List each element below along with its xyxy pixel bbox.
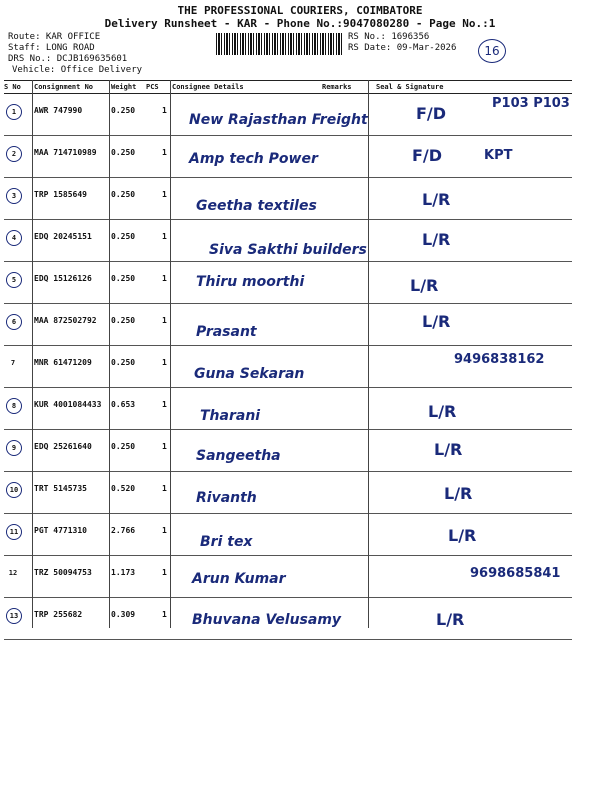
table-header [4,80,572,94]
route-label: Route: KAR OFFICE [8,32,101,42]
delivery-remark: L/R [434,440,463,459]
delivery-remark: L/R [436,610,465,629]
consignment-number: AWR 747990 [34,106,83,115]
delivery-remark: L/R [422,230,451,249]
rs-number: RS No.: 1696356 [348,32,430,42]
consignee-handwritten: Thiru moorthi [196,274,305,290]
consignee-handwritten: Bhuvana Velusamy [192,612,342,628]
delivery-remark: L/R [422,190,451,209]
divider [32,80,33,628]
weight-value: 0.250 [111,274,136,283]
consignee-handwritten: Sangeetha [196,448,281,464]
serial-number: 12 [8,569,18,577]
table-row [4,556,572,598]
table-row [4,220,572,262]
weight-value: 0.250 [111,106,136,115]
weight-value: 0.250 [111,232,136,241]
col-consignee: Consignee Details [172,83,244,91]
col-weight: Weight [111,83,137,91]
pcs-value: 1 [162,526,167,535]
table-row [4,304,572,346]
table-row [4,346,572,388]
consignment-number: EDQ 15126126 [34,274,92,283]
seal-signature: KPT [484,148,513,163]
pcs-value: 1 [162,358,167,367]
weight-value: 0.250 [111,358,136,367]
weight-value: 0.250 [111,190,136,199]
route-info [8,32,142,76]
pcs-value: 1 [162,274,167,283]
consignee-handwritten: New Rajasthan Freight [189,112,368,128]
consignee-handwritten: Arun Kumar [192,571,286,587]
divider [109,80,110,628]
delivery-remark: F/D [416,104,447,123]
weight-value: 0.653 [111,400,136,409]
weight-value: 0.520 [111,484,136,493]
col-sno: S No [4,83,21,91]
delivery-remark: L/R [422,312,451,331]
consignee-handwritten: Siva Sakthi builders [209,242,367,258]
consignee-handwritten: Amp tech Power [189,151,318,167]
consignee-handwritten: Geetha textiles [196,198,317,214]
divider [368,80,369,628]
table-body [4,94,572,640]
consignment-number: TRP 255682 [34,610,83,619]
runsheet-table [4,80,572,640]
consignment-number: MAA 872502792 [34,316,97,325]
serial-number: 1 [6,104,22,120]
seal-signature: P103 P103 [492,96,570,111]
pcs-value: 1 [162,442,167,451]
divider [170,80,171,628]
consignee-handwritten: Prasant [196,324,257,340]
delivery-remark: F/D [412,146,443,165]
table-row [4,136,572,178]
sheet-title: THE PROFESSIONAL COURIERS, COIMBATORE [177,4,423,17]
consignment-number: MAA 714710989 [34,148,97,157]
consignment-number: TRT 5145735 [34,484,87,493]
delivery-remark: L/R [444,484,473,503]
table-row [4,430,572,472]
delivery-remark: L/R [448,526,477,545]
consignment-number: TRP 1585649 [34,190,87,199]
weight-value: 0.250 [111,316,136,325]
serial-number: 13 [6,608,22,624]
weight-value: 0.250 [111,442,136,451]
drs-label: DRS No.: DCJB169635601 [8,54,128,64]
consignment-number: KUR 4001084433 [34,400,102,409]
serial-number: 6 [6,314,22,330]
table-row [4,94,572,136]
rs-info [348,32,456,54]
consignee-handwritten: Bri tex [200,534,253,550]
consignment-number: EDQ 20245151 [34,232,92,241]
serial-number: 8 [6,398,22,414]
col-remarks: Remarks [322,83,352,91]
consignment-number: PGT 4771310 [34,526,87,535]
table-row [4,388,572,430]
weight-value: 0.250 [111,148,136,157]
vehicle-label: Vehicle: Office Delivery [12,65,143,75]
pcs-value: 1 [162,148,167,157]
weight-value: 1.173 [111,568,136,577]
sheet-subtitle: Delivery Runsheet - KAR - Phone No.:9047080280 - Page No.:1 [104,17,496,30]
consignee-handwritten: Guna Sekaran [194,366,305,382]
rs-date: RS Date: 09-Mar-2026 [348,43,457,53]
delivery-remark: L/R [410,276,439,295]
pcs-value: 1 [162,610,167,619]
table-row [4,514,572,556]
serial-number: 9 [6,440,22,456]
pcs-value: 1 [162,568,167,577]
serial-number: 10 [6,482,22,498]
staff-label: Staff: LONG ROAD [8,43,95,53]
serial-number: 4 [6,230,22,246]
weight-value: 2.766 [111,526,136,535]
seal-signature: 9496838162 [454,352,545,367]
serial-number: 2 [6,146,22,162]
pcs-value: 1 [162,316,167,325]
serial-number: 3 [6,188,22,204]
serial-number: 7 [10,359,16,367]
pcs-value: 1 [162,232,167,241]
circled-page-count: 16 [478,39,506,63]
table-row [4,262,572,304]
consignee-handwritten: Tharani [200,408,261,424]
pcs-value: 1 [162,400,167,409]
col-pcs: PCS [146,83,159,91]
col-seal: Seal & Signature [376,83,444,91]
table-row [4,472,572,514]
table-row [4,178,572,220]
weight-value: 0.309 [111,610,136,619]
table-row [4,598,572,640]
consignment-number: TRZ 50094753 [34,568,92,577]
pcs-value: 1 [162,190,167,199]
seal-signature: 9698685841 [470,566,561,581]
consignee-handwritten: Rivanth [196,490,257,506]
pcs-value: 1 [162,106,167,115]
serial-number: 5 [6,272,22,288]
consignment-number: MNR 61471209 [34,358,92,367]
pcs-value: 1 [162,484,167,493]
col-consignment: Consignment No [34,83,94,91]
delivery-remark: L/R [428,402,457,421]
barcode [216,33,342,55]
consignment-number: EDQ 25261640 [34,442,92,451]
serial-number: 11 [6,524,22,540]
